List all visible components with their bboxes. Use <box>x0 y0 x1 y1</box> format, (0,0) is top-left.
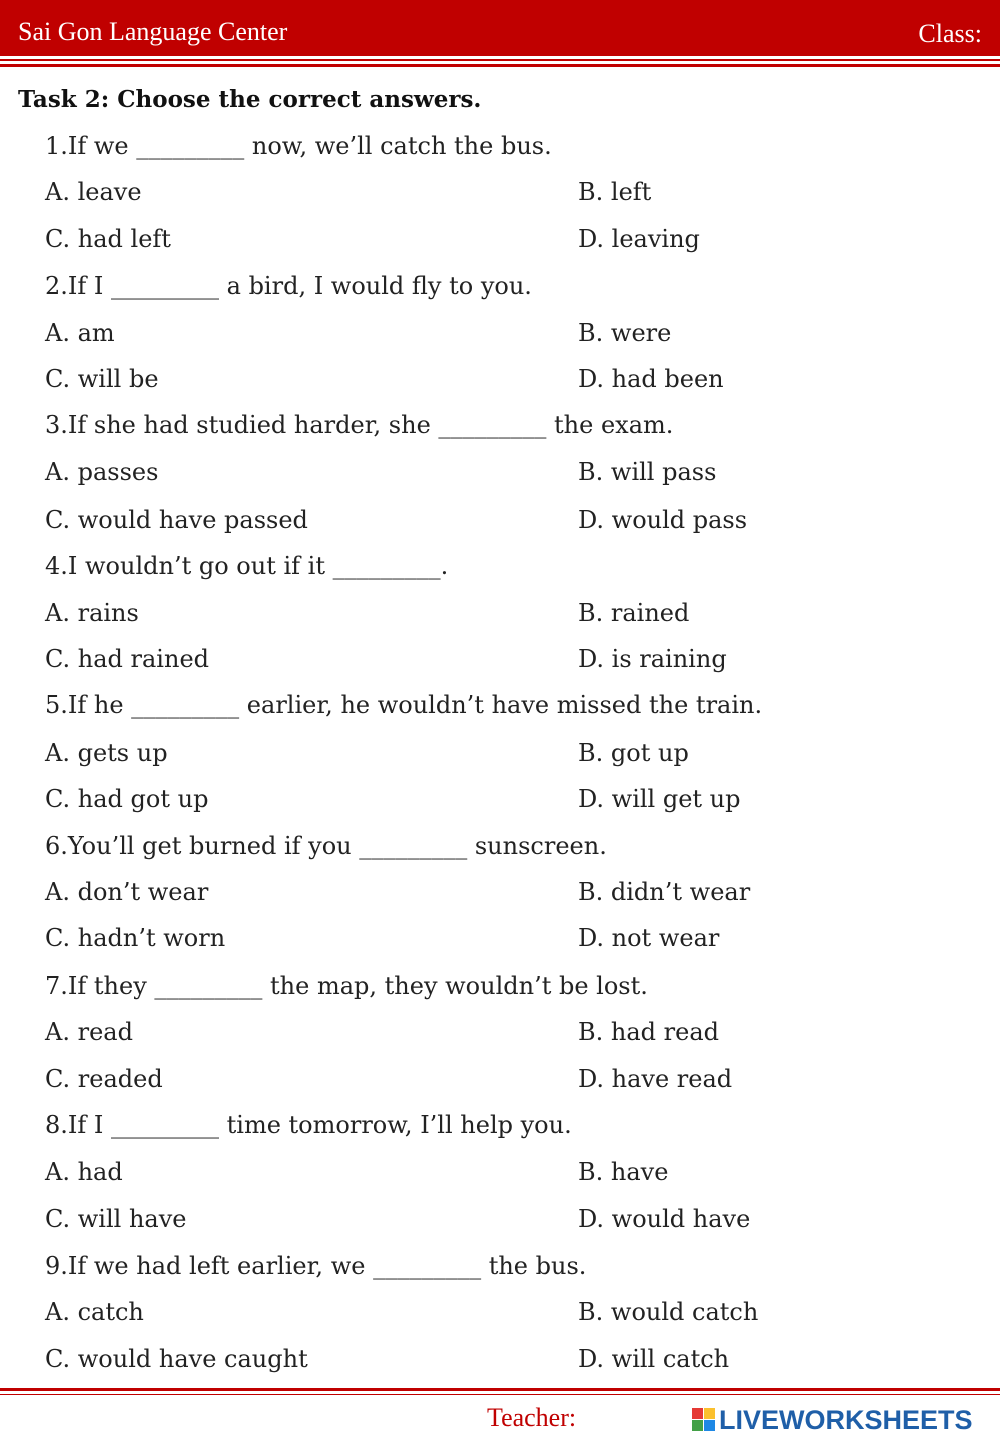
question-text: 8.If I _________ time tomorrow, I’ll help you. <box>45 1111 572 1139</box>
option-a[interactable]: A. leave <box>45 178 142 206</box>
header-bar <box>0 0 1000 56</box>
option-a[interactable]: A. am <box>45 319 115 347</box>
option-b[interactable]: B. left <box>578 178 652 206</box>
header-divider <box>0 59 1000 61</box>
option-c[interactable]: C. would have passed <box>45 506 308 534</box>
option-b[interactable]: B. will pass <box>578 458 717 486</box>
option-c[interactable]: C. had got up <box>45 785 209 813</box>
option-c[interactable]: C. had left <box>45 225 171 253</box>
teacher-label: Teacher: <box>487 1403 577 1432</box>
liveworksheets-logo[interactable] <box>692 1405 992 1435</box>
option-a[interactable]: A. gets up <box>45 739 168 767</box>
option-c[interactable]: C. hadn’t worn <box>45 924 226 952</box>
option-b[interactable]: B. would catch <box>578 1298 759 1326</box>
option-b[interactable]: B. have <box>578 1158 669 1186</box>
task-title: Task 2: Choose the correct answers. <box>18 86 482 113</box>
liveworksheets-wordmark: LIVEWORKSHEETS <box>719 1405 973 1435</box>
option-c[interactable]: C. will be <box>45 365 159 393</box>
option-a[interactable]: A. don’t wear <box>45 878 209 906</box>
option-b[interactable]: B. rained <box>578 599 690 627</box>
option-d[interactable]: D. is raining <box>578 645 727 673</box>
liveworksheets-logo-icon <box>692 1408 716 1432</box>
footer-divider <box>0 1388 1000 1391</box>
option-a[interactable]: A. passes <box>45 458 159 486</box>
question-text: 9.If we had left earlier, we _________ the bus. <box>45 1252 587 1280</box>
footer-divider-thin <box>0 1394 1000 1395</box>
option-b[interactable]: B. were <box>578 319 672 347</box>
option-c[interactable]: C. will have <box>45 1205 187 1233</box>
option-d[interactable]: D. will get up <box>578 785 741 813</box>
class-label: Class: <box>918 19 982 48</box>
question-text: 2.If I _________ a bird, I would fly to you. <box>45 272 532 300</box>
header-divider-thick <box>0 64 1000 67</box>
option-b[interactable]: B. got up <box>578 739 689 767</box>
question-text: 6.You’ll get burned if you _________ sunscreen. <box>45 832 607 860</box>
option-a[interactable]: A. rains <box>45 599 139 627</box>
option-a[interactable]: A. had <box>45 1158 123 1186</box>
option-b[interactable]: B. didn’t wear <box>578 878 751 906</box>
option-c[interactable]: C. readed <box>45 1065 163 1093</box>
question-text: 3.If she had studied harder, she _________ the exam. <box>45 411 674 439</box>
question-text: 4.I wouldn’t go out if it _________. <box>45 552 449 580</box>
option-c[interactable]: C. had rained <box>45 645 210 673</box>
option-d[interactable]: D. not wear <box>578 924 720 952</box>
option-d[interactable]: D. leaving <box>578 225 700 253</box>
option-d[interactable]: D. would pass <box>578 506 748 534</box>
option-b[interactable]: B. had read <box>578 1018 719 1046</box>
option-d[interactable]: D. have read <box>578 1065 733 1093</box>
option-c[interactable]: C. would have caught <box>45 1345 308 1373</box>
question-text: 5.If he _________ earlier, he wouldn’t have missed the train. <box>45 691 763 719</box>
center-name: Sai Gon Language Center <box>18 17 288 46</box>
option-d[interactable]: D. will catch <box>578 1345 730 1373</box>
option-a[interactable]: A. catch <box>45 1298 144 1326</box>
question-text: 1.If we _________ now, we’ll catch the bus. <box>45 132 552 160</box>
option-d[interactable]: D. would have <box>578 1205 751 1233</box>
option-a[interactable]: A. read <box>45 1018 133 1046</box>
question-text: 7.If they _________ the map, they wouldn’t be lost. <box>45 972 648 1000</box>
option-d[interactable]: D. had been <box>578 365 724 393</box>
